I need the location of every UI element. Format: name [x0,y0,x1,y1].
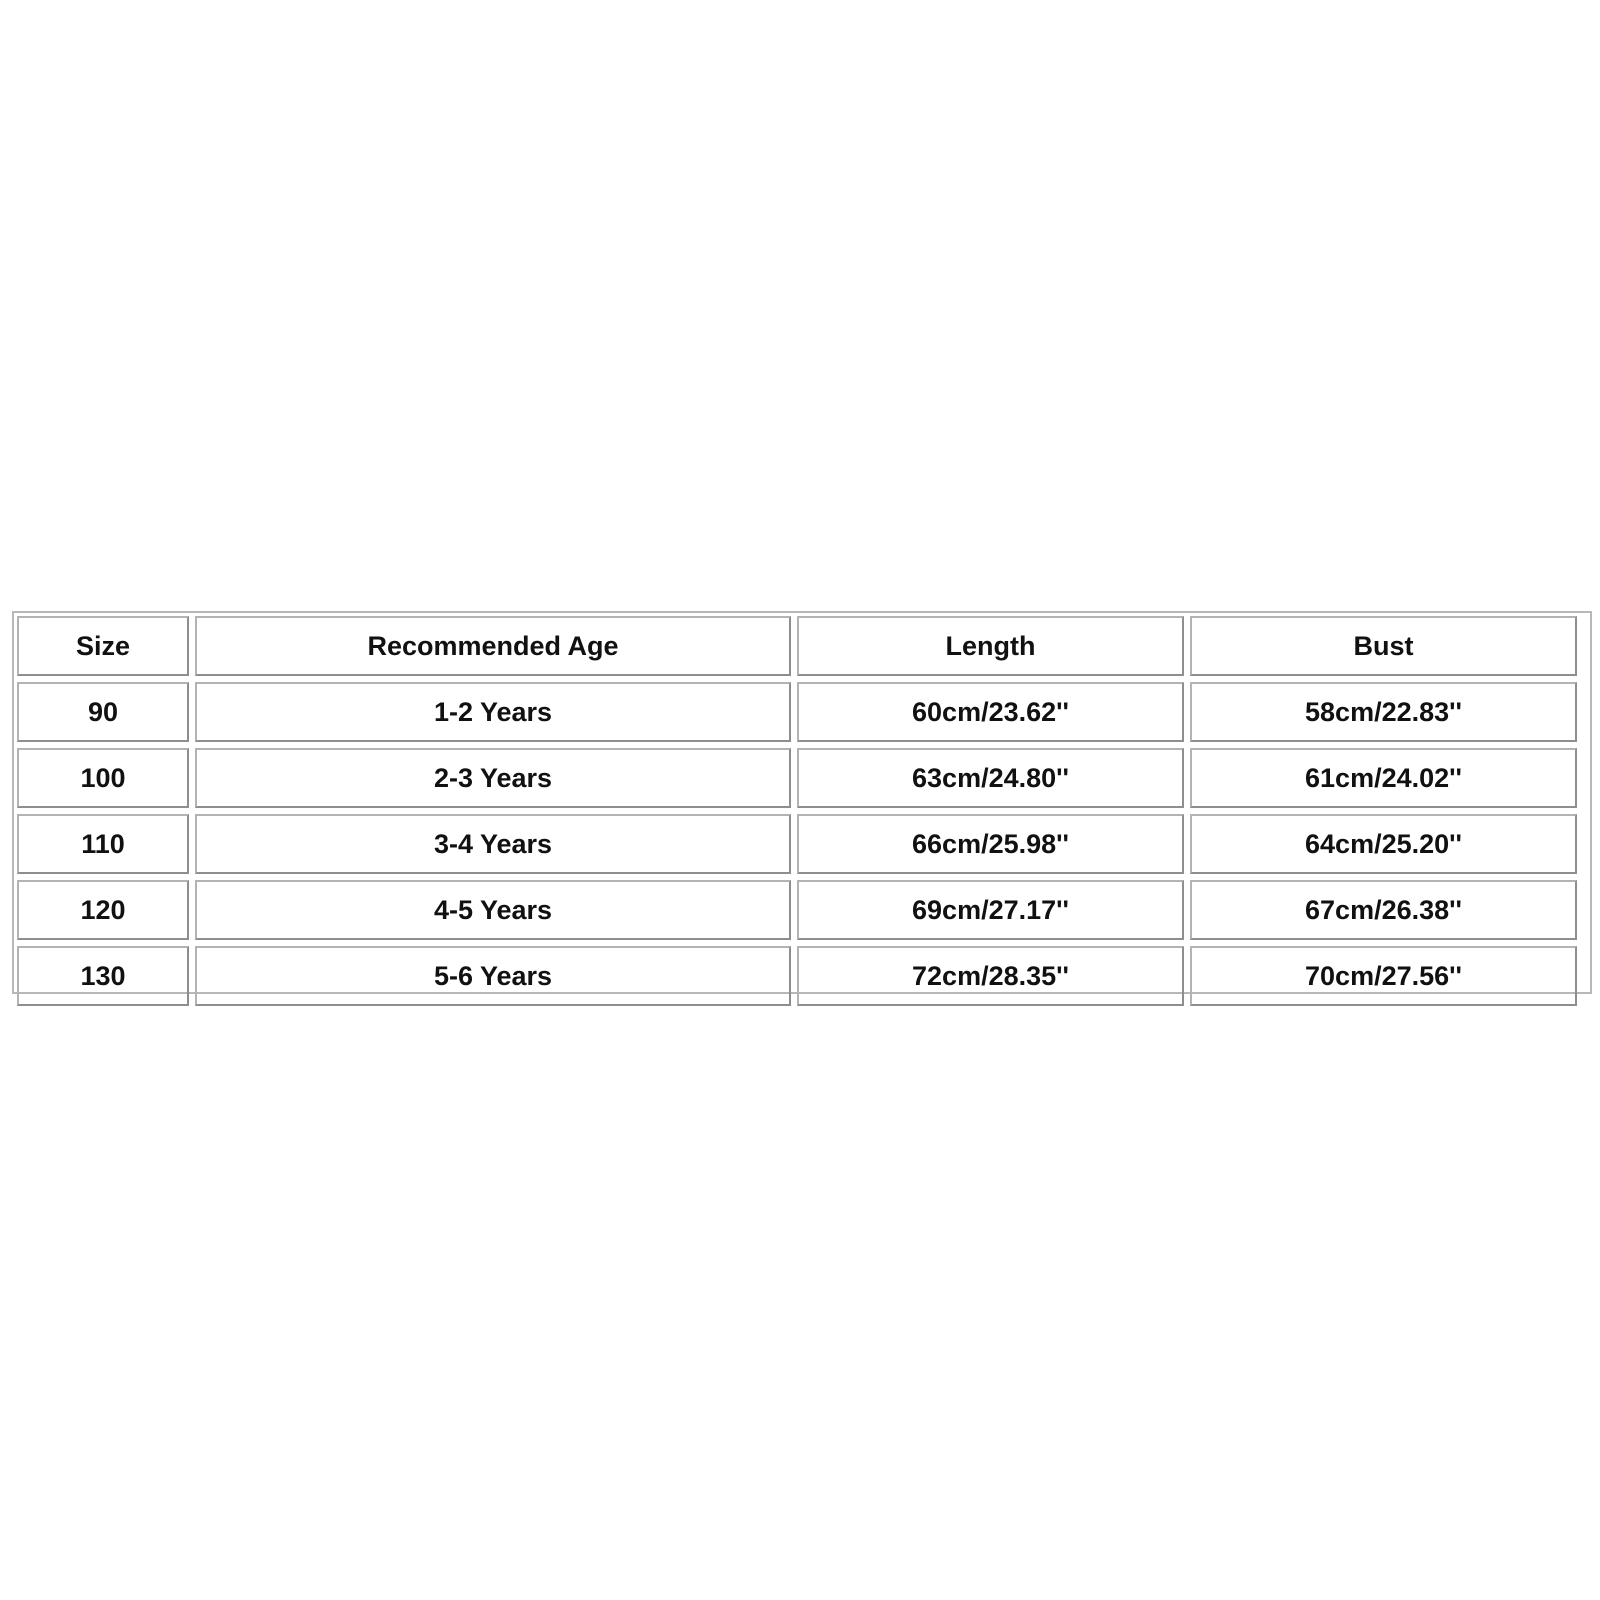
table-row [17,880,1577,940]
cell-recommended-age: 5-6 Years [195,946,791,1006]
cell-size: 100 [17,748,189,808]
cell-bust: 61cm/24.02'' [1190,748,1577,808]
cell-length: 72cm/28.35'' [797,946,1184,1006]
size-chart-table [11,610,1583,1012]
cell-bust: 67cm/26.38'' [1190,880,1577,940]
header-bust: Bust [1190,616,1577,676]
header-length: Length [797,616,1184,676]
size-chart-frame [12,611,1592,994]
cell-size: 110 [17,814,189,874]
cell-bust: 58cm/22.83'' [1190,682,1577,742]
cell-bust: 70cm/27.56'' [1190,946,1577,1006]
cell-size: 120 [17,880,189,940]
table-row [17,748,1577,808]
cell-length: 66cm/25.98'' [797,814,1184,874]
cell-length: 69cm/27.17'' [797,880,1184,940]
table-row [17,814,1577,874]
cell-length: 60cm/23.62'' [797,682,1184,742]
cell-recommended-age: 4-5 Years [195,880,791,940]
header-recommended-age: Recommended Age [195,616,791,676]
cell-length: 63cm/24.80'' [797,748,1184,808]
cell-recommended-age: 2-3 Years [195,748,791,808]
header-row [17,616,1577,676]
cell-recommended-age: 1-2 Years [195,682,791,742]
header-size: Size [17,616,189,676]
cell-size: 130 [17,946,189,1006]
cell-size: 90 [17,682,189,742]
table-row [17,946,1577,1006]
table-row [17,682,1577,742]
cell-bust: 64cm/25.20'' [1190,814,1577,874]
cell-recommended-age: 3-4 Years [195,814,791,874]
